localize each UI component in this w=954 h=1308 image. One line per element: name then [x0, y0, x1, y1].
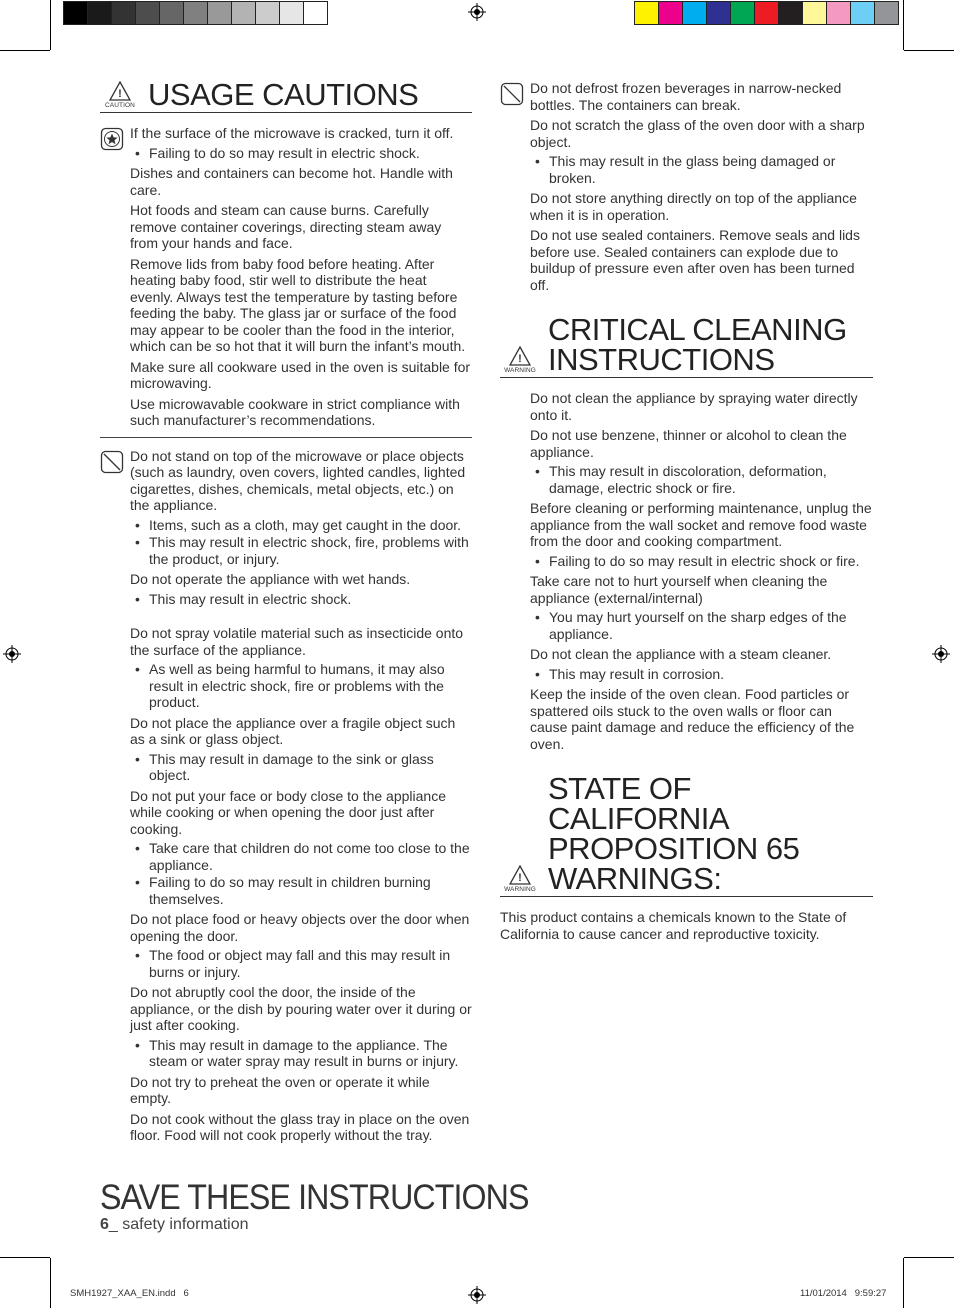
crop-mark — [904, 50, 954, 51]
caution-item: If the surface of the microwave is cracked, turn it off. — [130, 125, 454, 141]
crop-mark — [904, 1257, 954, 1258]
color-swatch — [64, 2, 88, 24]
bullet-item: • This may result in electric shock, fire, problems with the product, or injury. — [130, 534, 472, 567]
color-swatch — [280, 2, 304, 24]
caution-item: Do not operate the appliance with wet hands. — [130, 571, 411, 587]
bullet-list — [530, 666, 873, 683]
registration-mark-icon — [3, 645, 21, 663]
star-box-icon — [100, 127, 124, 151]
bullet-list — [530, 609, 873, 642]
cleaning-header — [500, 312, 873, 378]
process-colorbar — [634, 1, 899, 25]
bullet-list — [130, 591, 472, 608]
color-swatch — [208, 2, 232, 24]
caution-item: Do not clean the appliance with a steam cleaner. — [530, 646, 832, 662]
caution-item: Do not store anything directly on top of the appliance when it is in operation. — [530, 190, 857, 223]
caution-item: Hot foods and steam can cause burns. Carefully remove container coverings, directing steam away from your hands and face. — [130, 202, 442, 251]
caution-item: Do not place food or heavy objects over the door when opening the door. — [130, 911, 470, 944]
warning-triangle-icon — [509, 346, 531, 366]
svg-text:!: ! — [518, 872, 522, 884]
bullet-item: • Failing to do so may result in electric shock or fire. — [530, 553, 873, 570]
caution-item: Do not spray volatile material such as insecticide onto the surface of the appliance. — [130, 625, 464, 658]
registration-mark-icon — [468, 1286, 486, 1304]
important-group — [100, 125, 472, 429]
bullet-list — [130, 517, 472, 568]
prohibited-items-continued — [530, 80, 873, 293]
color-swatch — [731, 2, 755, 24]
caution-item: Do not clean the appliance by spraying water directly onto it. — [530, 390, 858, 423]
bullet-item: • This may result in corrosion. — [530, 666, 873, 683]
bullet-item: • Take care that children do not come too close to the appliance. — [130, 840, 472, 873]
page-footer — [100, 1216, 249, 1234]
caution-item: Keep the inside of the oven clean. Food particles or spattered oils stuck to the oven walls or floor can cause paint damage and reduce the efficiency of the oven. — [530, 686, 855, 752]
slug-filename: SMH1927_XAA_EN.indd 6 — [70, 1288, 189, 1299]
bullet-item: • Items, such as a cloth, may get caught in the door. — [130, 517, 472, 534]
color-swatch — [112, 2, 136, 24]
prohibited-box-icon — [500, 82, 524, 106]
divider — [100, 437, 472, 438]
color-swatch — [256, 2, 280, 24]
important-items — [130, 125, 472, 429]
caution-item: Do not put your face or body close to the appliance while cooking or when opening the door just after cooking. — [130, 787, 446, 837]
gray-ramp-colorbar — [63, 1, 328, 25]
crop-mark — [903, 0, 904, 50]
usage-cautions-header — [100, 77, 472, 113]
bullet-item: • You may hurt yourself on the sharp edges of the appliance. — [530, 609, 873, 642]
bullet-list — [130, 1037, 472, 1070]
color-swatch — [88, 2, 112, 24]
warning-label: WARNING — [504, 886, 536, 893]
caution-item: Do not defrost frozen beverages in narrow-necked bottles. The containers can break. — [530, 80, 842, 113]
caution-item: Remove lids from baby food before heating. After heating baby food, stir well to distribute the heat evenly. Always test the temperature by tasting before feeding the baby. The glass jar or surface of the food may appear to be cooler than the food in the interior, which can be so hot that it will burn the infant’s mouth. — [130, 255, 466, 354]
color-swatch — [304, 2, 327, 24]
bullet-list — [530, 463, 873, 496]
spacer — [130, 611, 472, 625]
caution-label: CAUTION — [105, 102, 135, 109]
cleaning-items — [530, 390, 873, 752]
color-swatch — [659, 2, 683, 24]
caution-item: Use microwavable cookware in strict compliance with such manufacturer’s recommendations. — [130, 395, 460, 428]
caution-item: Take care not to hurt yourself when cleaning the appliance (external/internal) — [530, 573, 828, 606]
crop-mark — [50, 0, 51, 50]
section-title: USAGE CAUTIONS — [148, 77, 419, 112]
caution-item: Do not cook without the glass tray in place on the oven floor. Food will not cook properly without the tray. — [130, 1110, 470, 1143]
color-swatch — [875, 2, 898, 24]
cleaning-group — [500, 390, 873, 752]
registration-mark-icon — [468, 3, 486, 21]
bullet-list — [130, 840, 472, 907]
registration-mark-icon — [932, 645, 950, 663]
bullet-item: • This may result in damage to the sink or glass object. — [130, 751, 472, 784]
svg-text:!: ! — [518, 353, 522, 365]
bullet-list — [530, 153, 873, 186]
crop-mark — [0, 1257, 50, 1258]
crop-mark — [50, 1258, 51, 1308]
prohibited-group — [100, 448, 472, 1144]
bullet-list — [130, 947, 472, 980]
color-swatch — [232, 2, 256, 24]
caution-symbol — [100, 81, 140, 109]
caution-item: Dishes and containers can become hot. Handle with care. — [130, 165, 453, 198]
color-swatch — [755, 2, 779, 24]
warning-symbol — [500, 346, 540, 374]
warning-symbol — [500, 865, 540, 893]
prohibited-items — [130, 448, 472, 1144]
color-swatch — [707, 2, 731, 24]
crop-mark — [903, 1258, 904, 1308]
color-swatch — [160, 2, 184, 24]
bullet-list — [130, 751, 472, 784]
bullet-item: • Failing to do so may result in children burning themselves. — [130, 874, 472, 907]
color-swatch — [779, 2, 803, 24]
color-swatch — [683, 2, 707, 24]
color-swatch — [184, 2, 208, 24]
prohibited-group-continued — [500, 80, 873, 293]
bullet-item: • This may result in the glass being damaged or broken. — [530, 153, 873, 186]
color-swatch — [803, 2, 827, 24]
warning-triangle-icon — [509, 865, 531, 885]
section-title: CRITICAL CLEANING INSTRUCTIONS — [548, 312, 847, 377]
color-swatch — [635, 2, 659, 24]
bullet-list — [130, 145, 472, 162]
svg-text:!: ! — [118, 88, 122, 100]
page-section-label: _ safety information — [108, 1216, 249, 1233]
bullet-item: • This may result in electric shock. — [130, 591, 472, 608]
bullet-item: • As well as being harmful to humans, it may also result in electric shock, fire or problems with the product. — [130, 661, 472, 711]
bullet-item: • Failing to do so may result in electric shock. — [130, 145, 472, 162]
caution-item: Before cleaning or performing maintenance, unplug the appliance from the wall socket and remove food waste from the door and cooking compartment. — [530, 500, 872, 549]
bullet-item: • The food or object may fall and this may result in burns or injury. — [130, 947, 472, 980]
caution-item: Do not stand on top of the microwave or place objects (such as laundry, oven covers, lighted candles, lighted cigarettes, dishes, chemicals, metal objects, etc.) on the appliance. — [130, 447, 466, 513]
caution-item: Do not use sealed containers. Remove seals and lids before use. Sealed containers can explode due to buildup of pressure even after oven has been turned off. — [530, 227, 860, 293]
caution-item: Make sure all cookware used in the oven is suitable for microwaving. — [130, 358, 471, 391]
caution-triangle-icon — [109, 81, 131, 101]
caution-item: Do not place the appliance over a fragile object such as a sink or glass object. — [130, 714, 456, 747]
color-swatch — [851, 2, 875, 24]
bullet-list — [530, 553, 873, 570]
page-number: 6 — [100, 1216, 109, 1233]
left-column — [100, 77, 472, 1148]
warning-label: WARNING — [504, 367, 536, 374]
section-title: STATE OF CALIFORNIA PROPOSITION 65 WARNINGS: — [548, 771, 800, 896]
bullet-list — [130, 661, 472, 711]
prop65-header — [500, 771, 873, 897]
prohibited-box-icon — [100, 450, 124, 474]
caution-item: Do not scratch the glass of the oven door with a sharp object. — [530, 117, 865, 150]
bullet-item: • This may result in damage to the appliance. The steam or water spray may result in burns or injury. — [130, 1037, 472, 1070]
save-instructions-title: SAVE THESE INSTRUCTIONS — [100, 1178, 529, 1217]
right-column — [500, 80, 873, 942]
crop-mark — [0, 50, 50, 51]
color-swatch — [136, 2, 160, 24]
color-swatch — [827, 2, 851, 24]
slug-date: 11/01/2014 9:59:27 — [800, 1288, 887, 1299]
caution-item: Do not use benzene, thinner or alcohol to clean the appliance. — [530, 427, 847, 460]
bullet-item: • This may result in discoloration, deformation, damage, electric shock or fire. — [530, 463, 873, 496]
prop65-text: This product contains a chemicals known to the State of California to cause cancer and reproductive toxicity. — [500, 909, 847, 942]
caution-item: Do not abruptly cool the door, the inside of the appliance, or the dish by pouring water over it during or just after cooking. — [130, 984, 472, 1033]
caution-item: Do not try to preheat the oven or operate it while empty. — [130, 1073, 430, 1106]
